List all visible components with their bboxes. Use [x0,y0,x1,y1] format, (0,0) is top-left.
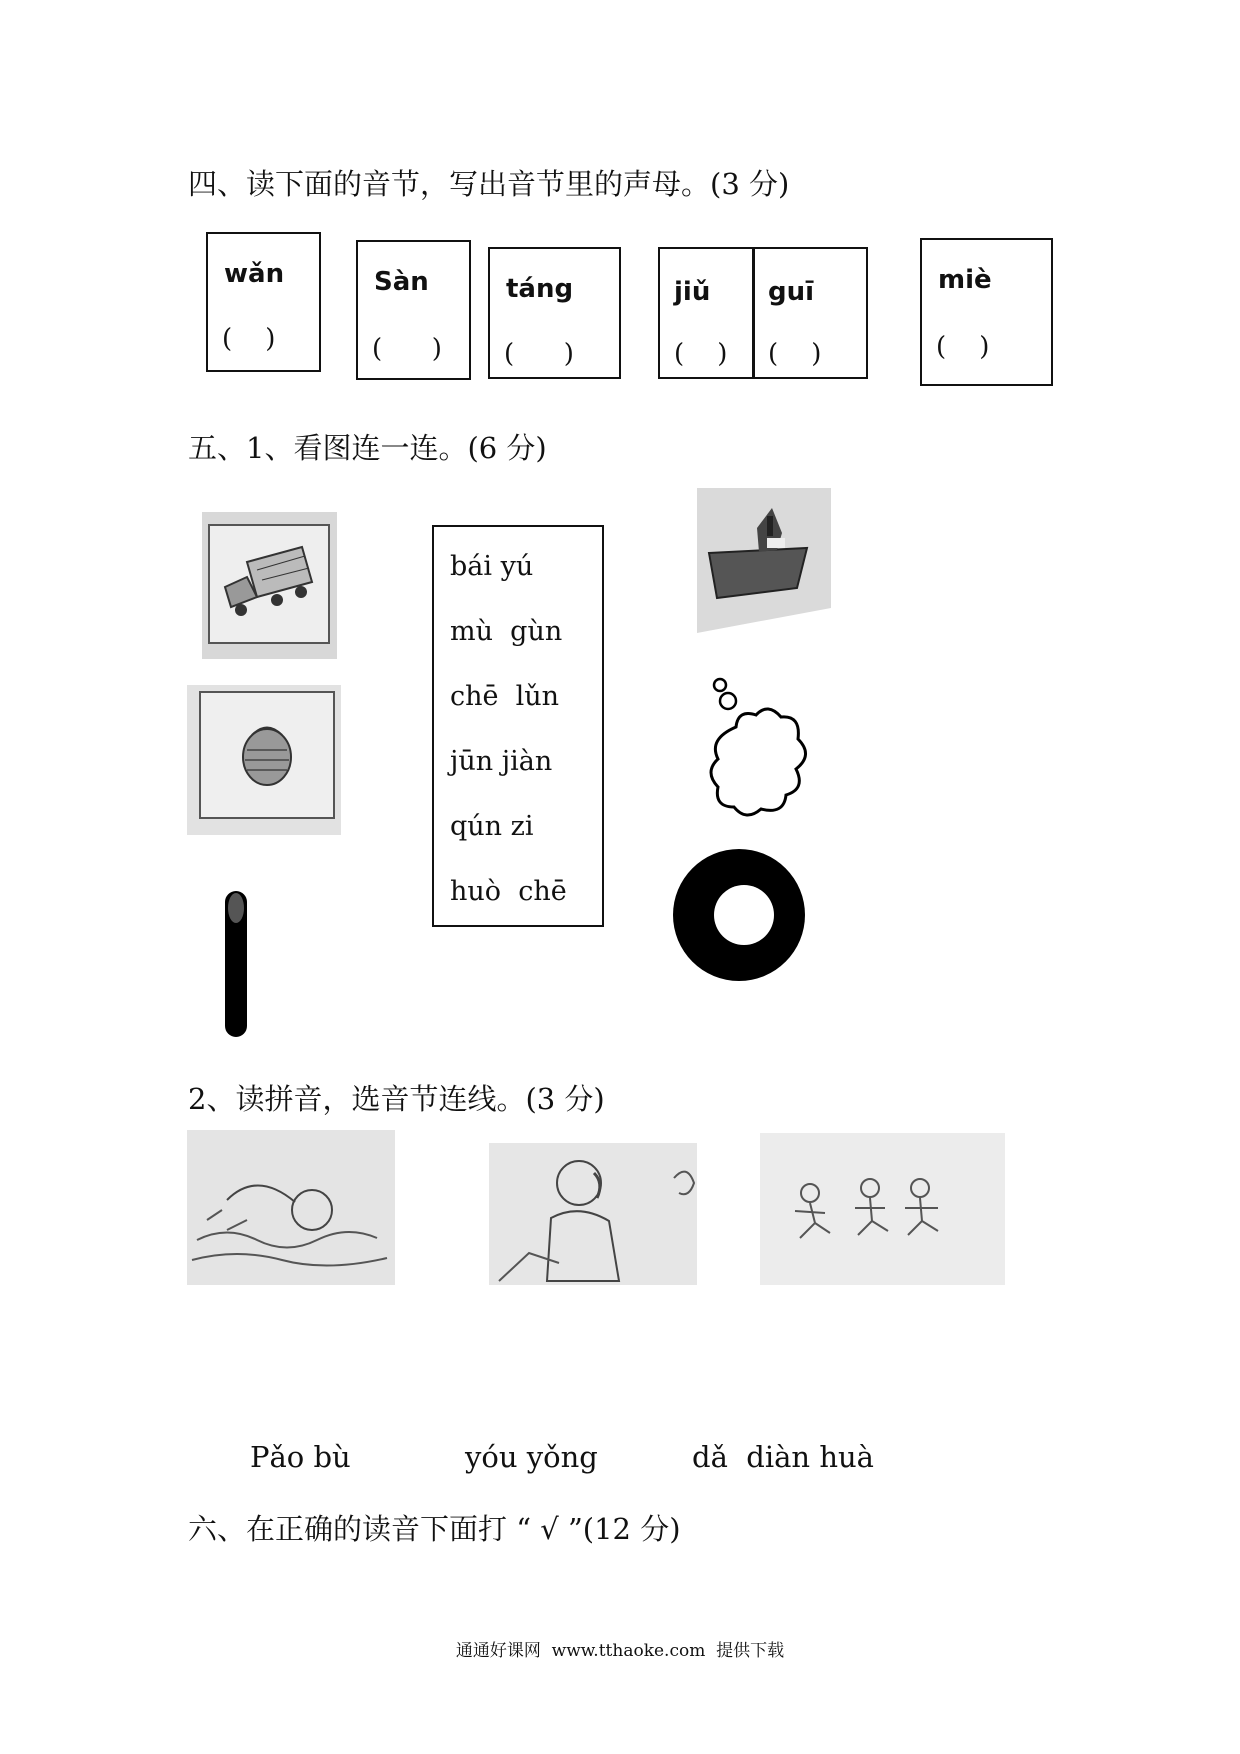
box-divider [752,249,755,377]
fish-picture[interactable] [187,685,341,835]
truck-icon [217,542,317,622]
footer-text: 通通好课网 www.tthaoke.com 提供下载 [455,1641,785,1661]
syllable-text: Sàn [374,267,429,297]
syllable-text: guī [768,277,815,307]
answer-blank[interactable]: ( ) [504,339,574,369]
pinyin-option-1[interactable]: Pǎo bù [250,1440,351,1474]
stick-icon[interactable] [222,888,252,1040]
syllable-text: wǎn [224,259,285,289]
syllable-box-2 [356,240,471,380]
syllable-text: táng [506,274,574,304]
syllable-box-1 [206,232,321,372]
syllable-box-4-5 [658,247,868,379]
skirt-icon[interactable] [706,677,811,827]
answer-blank[interactable]: ( ) [222,324,276,354]
syllable-text: miè [938,265,992,295]
pinyin-option-3[interactable]: dǎ diàn huà [692,1440,874,1474]
running-icon [760,1133,1005,1285]
word-item[interactable]: jūn jiàn [450,746,553,777]
phone-call-icon [489,1143,697,1285]
section-4-heading: 四、读下面的音节，写出音节里的声母。(3 分) [188,167,790,201]
section-6-heading: 六、在正确的读音下面打 “ √ ”(12 分) [188,1512,681,1546]
word-item[interactable]: qún zi [450,811,534,842]
syllable-box-6 [920,238,1053,386]
answer-blank[interactable]: ( ) [674,339,728,369]
syllable-box-3 [488,247,621,379]
word-item[interactable]: chē lǔn [450,681,560,712]
answer-blank[interactable]: ( ) [936,332,990,362]
warship-icon [697,488,831,656]
word-item[interactable]: bái yú [450,551,534,582]
syllable-text: jiǔ [674,277,711,307]
fish-icon [232,715,302,795]
swimming-icon [187,1130,395,1285]
wheel-icon[interactable] [672,848,806,982]
section-5-2-heading: 2、读拼音，选音节连线。(3 分) [188,1082,605,1116]
answer-blank[interactable]: ( ) [372,334,442,364]
pinyin-word-list [432,525,604,927]
truck-picture[interactable] [202,512,337,659]
answer-blank[interactable]: ( ) [768,339,822,369]
section-5-heading: 五、1、看图连一连。(6 分) [188,431,547,465]
pinyin-option-2[interactable]: yóu yǒng [465,1440,598,1474]
swimming-picture[interactable] [187,1130,395,1285]
running-picture[interactable] [760,1133,1005,1285]
word-item[interactable]: huò chē [450,876,567,907]
phone-call-picture[interactable] [489,1143,697,1285]
word-item[interactable]: mù gùn [450,616,563,647]
warship-picture[interactable] [697,488,831,656]
